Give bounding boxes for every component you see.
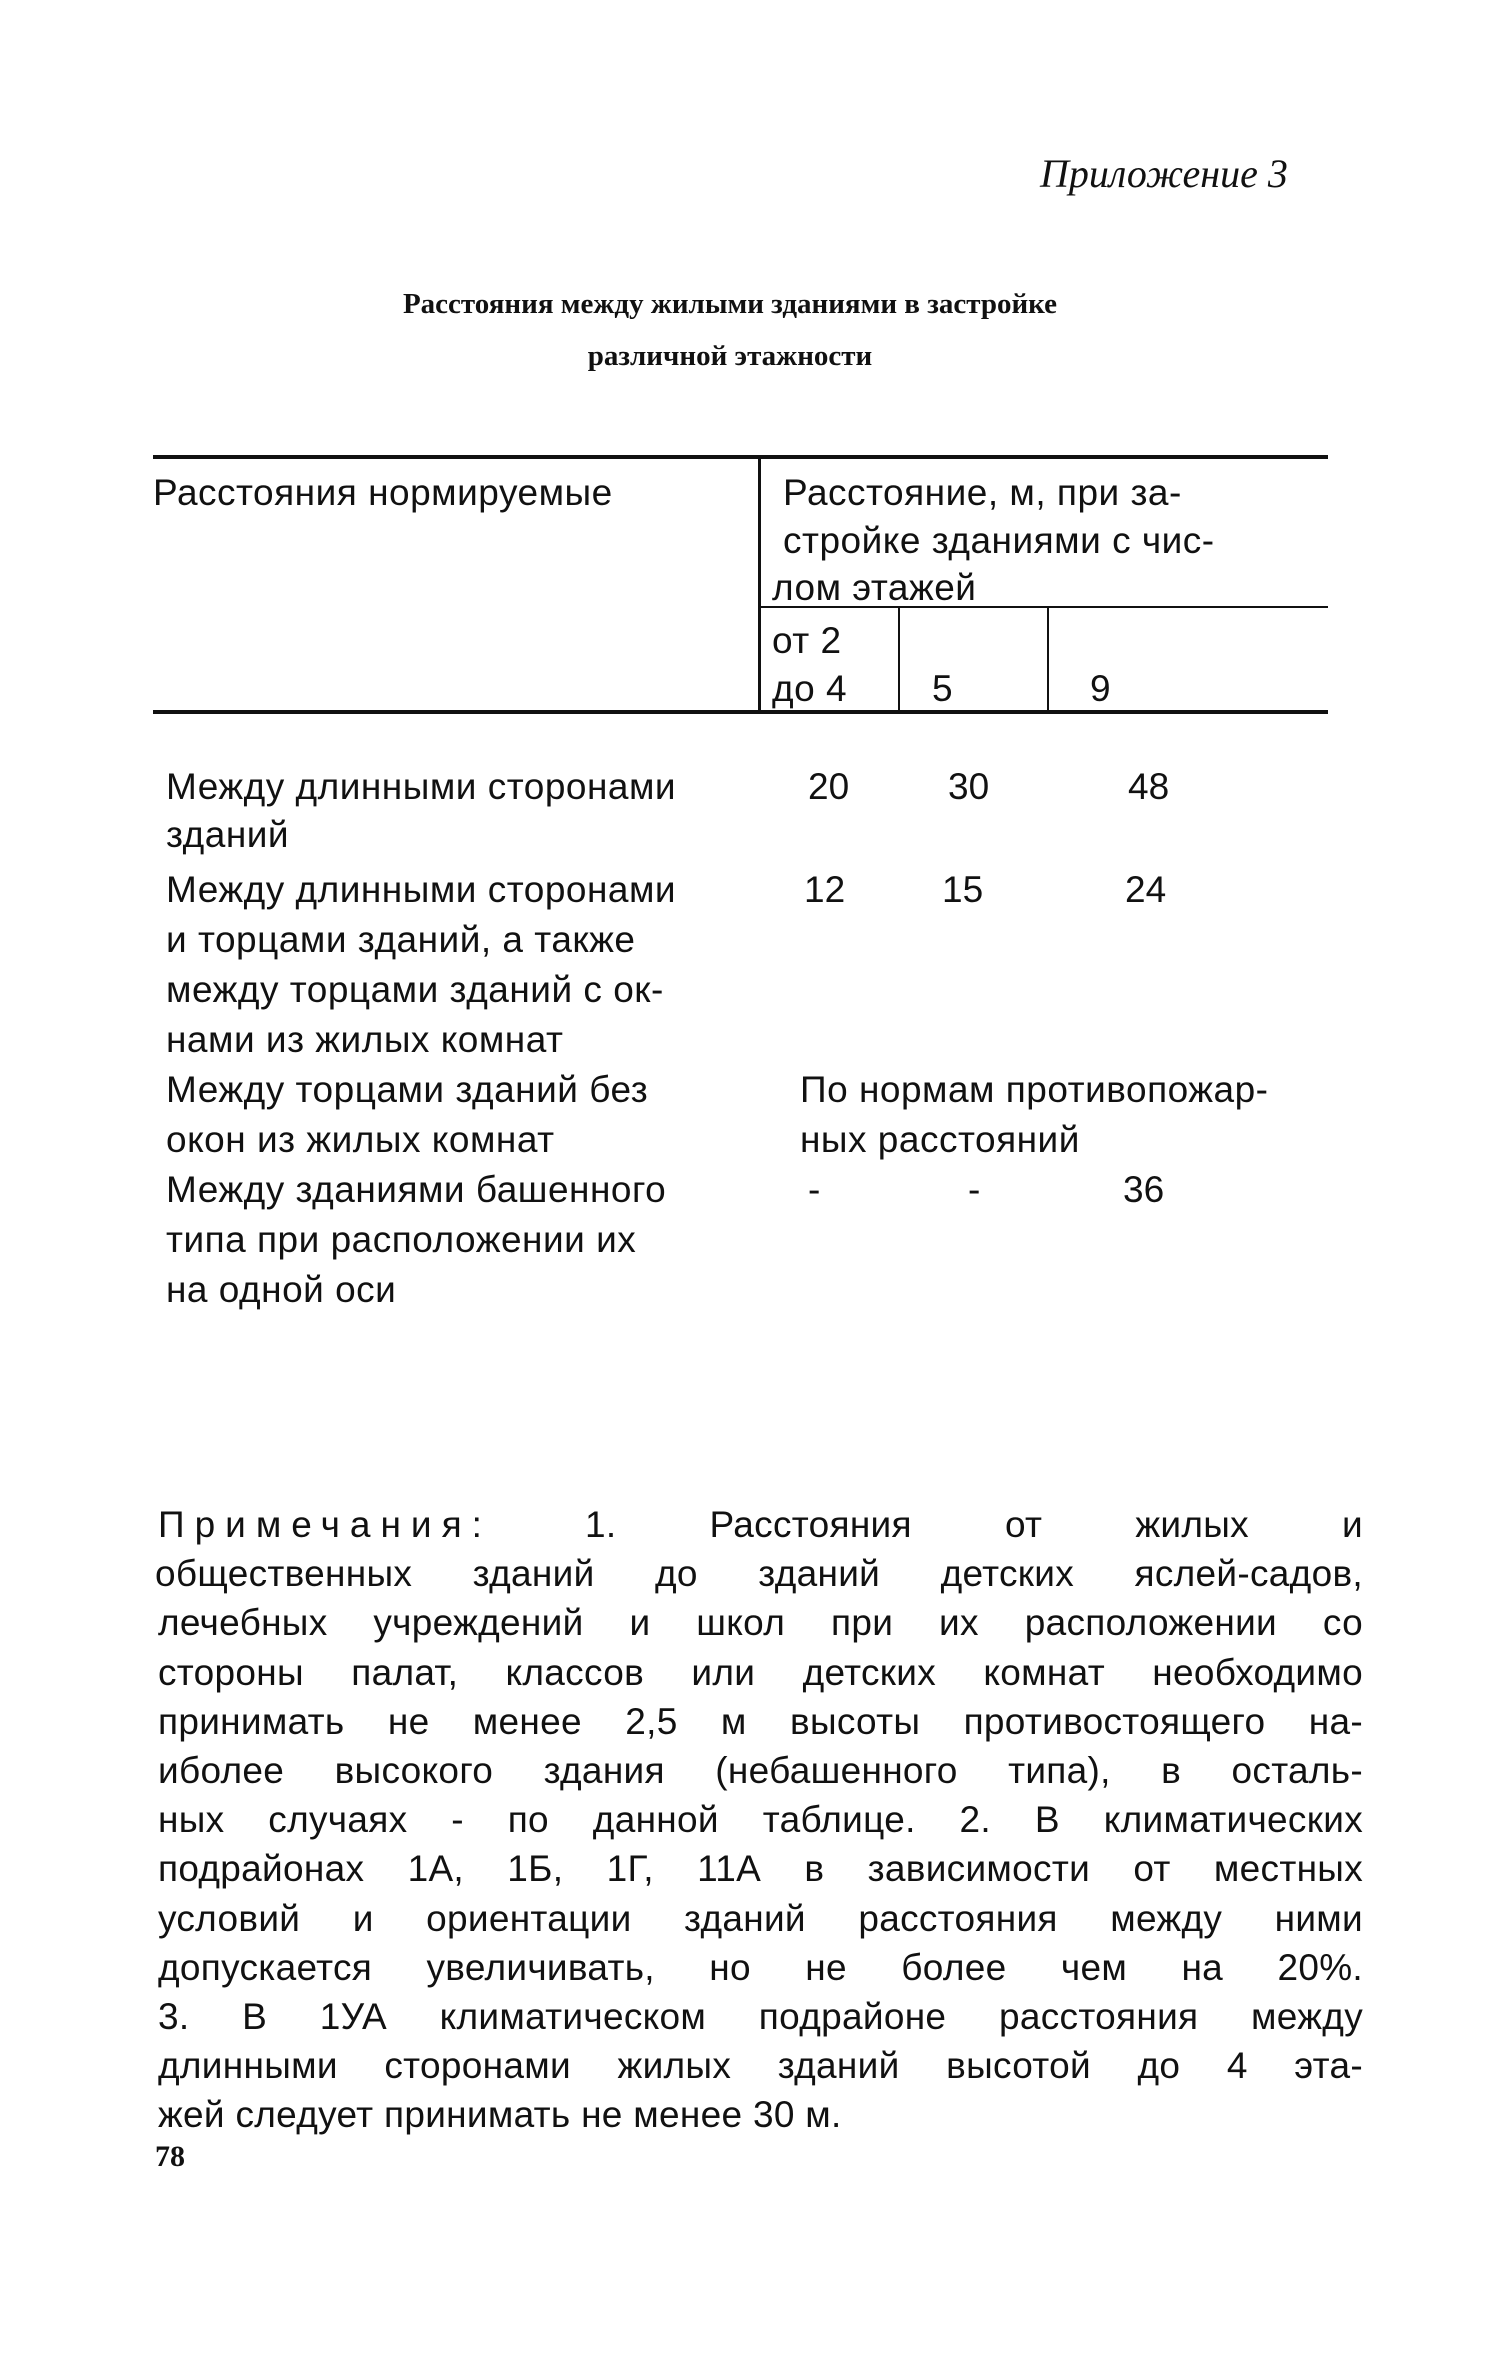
notes-line: принимать не менее 2,5 м высоты противостоящего на- [158, 1700, 1363, 1742]
row-4-label-line-3: на одной оси [166, 1269, 397, 1310]
row-4-value-5: - [968, 1169, 981, 1210]
row-1-value-9: 48 [1128, 766, 1170, 807]
row-1-label-line-2: зданий [166, 814, 290, 855]
row-4-label-line-2: типа при расположении их [166, 1219, 637, 1260]
row-1-value-2-4: 20 [808, 766, 850, 807]
row-1-value-5: 30 [948, 766, 990, 807]
column-divider-main [758, 459, 761, 712]
table-title-line-2: различной этажности [587, 340, 873, 372]
floors-5-header: 5 [932, 668, 954, 709]
header-distance-line-1: Расстояние, м, при за- [783, 472, 1182, 513]
row-3-merged-value-line-1: По нормам противопожар- [800, 1069, 1269, 1110]
row-2-value-5: 15 [942, 869, 984, 910]
notes-line: лечебных учреждений и школ при их расположении со [158, 1602, 1363, 1644]
notes-paragraph [155, 1500, 1363, 2140]
page-number: 78 [155, 2140, 185, 2173]
row-2-label-line-3: между торцами зданий с ок- [166, 969, 664, 1010]
floors-9-header: 9 [1090, 668, 1112, 709]
row-4-value-9: 36 [1123, 1169, 1165, 1210]
row-2-label-line-2: и торцами зданий, а также [166, 919, 636, 960]
row-2-value-9: 24 [1125, 869, 1167, 910]
column-divider-floors-2-4 [898, 608, 900, 712]
row-3-merged-value-line-2: ных расстояний [800, 1119, 1080, 1160]
notes-line: 3. В 1УА климатическом подрайоне расстояния между [158, 1996, 1363, 2038]
row-2-label-line-4: нами из жилых комнат [166, 1019, 564, 1060]
floors-2-4-line-1: от 2 [772, 620, 842, 661]
notes-line: допускается увеличивать, но не более чем на 20%. [158, 1946, 1363, 1988]
table-top-rule [153, 455, 1328, 459]
notes-line [158, 1500, 1363, 1549]
notes-line-text: 1. Расстояния от жилых и [585, 1504, 1363, 1545]
floors-2-4-line-2: до 4 [772, 668, 848, 709]
header-distance-line-2: стройке зданиями с чис- [783, 520, 1215, 561]
notes-line: длинными сторонами жилых зданий высотой до 4 эта- [158, 2045, 1363, 2087]
row-1-label-line-1: Между длинными сторонами [166, 766, 677, 807]
row-3-label-line-1: Между торцами зданий без [166, 1069, 649, 1110]
row-3-label-line-2: окон из жилых комнат [166, 1119, 555, 1160]
header-normalized-distances: Расстояния нормируемые [153, 472, 613, 513]
row-4-label-line-1: Между зданиями башенного [166, 1169, 667, 1210]
notes-line: условий и ориентации зданий расстояния между ними [158, 1897, 1363, 1939]
notes-line: иболее высокого здания (небашенного типа), в осталь- [158, 1750, 1363, 1792]
notes-line: подрайонах 1А, 1Б, 1Г, 11А в зависимости от местных [158, 1848, 1363, 1890]
appendix-label: Приложение 3 [1040, 151, 1288, 196]
notes-line: стороны палат, классов или детских комнат необходимо [158, 1651, 1363, 1693]
row-2-label-line-1: Между длинными сторонами [166, 869, 677, 910]
header-distance-line-3: лом этажей [772, 567, 977, 608]
notes-line: общественных зданий до зданий детских яслей-садов, [155, 1553, 1363, 1595]
table-header-bottom-rule [153, 710, 1328, 714]
row-4-value-2-4: - [808, 1169, 821, 1210]
row-2-value-2-4: 12 [804, 869, 846, 910]
column-divider-floors-5 [1047, 608, 1049, 712]
table-title-line-1: Расстояния между жилыми зданиями в застройке [402, 288, 1058, 320]
notes-line: жей следует принимать не менее 30 м. [158, 2094, 842, 2136]
notes-line: ных случаях - по данной таблице. 2. В климатических [158, 1799, 1363, 1841]
notes-lead: Примечания: [158, 1504, 492, 1545]
